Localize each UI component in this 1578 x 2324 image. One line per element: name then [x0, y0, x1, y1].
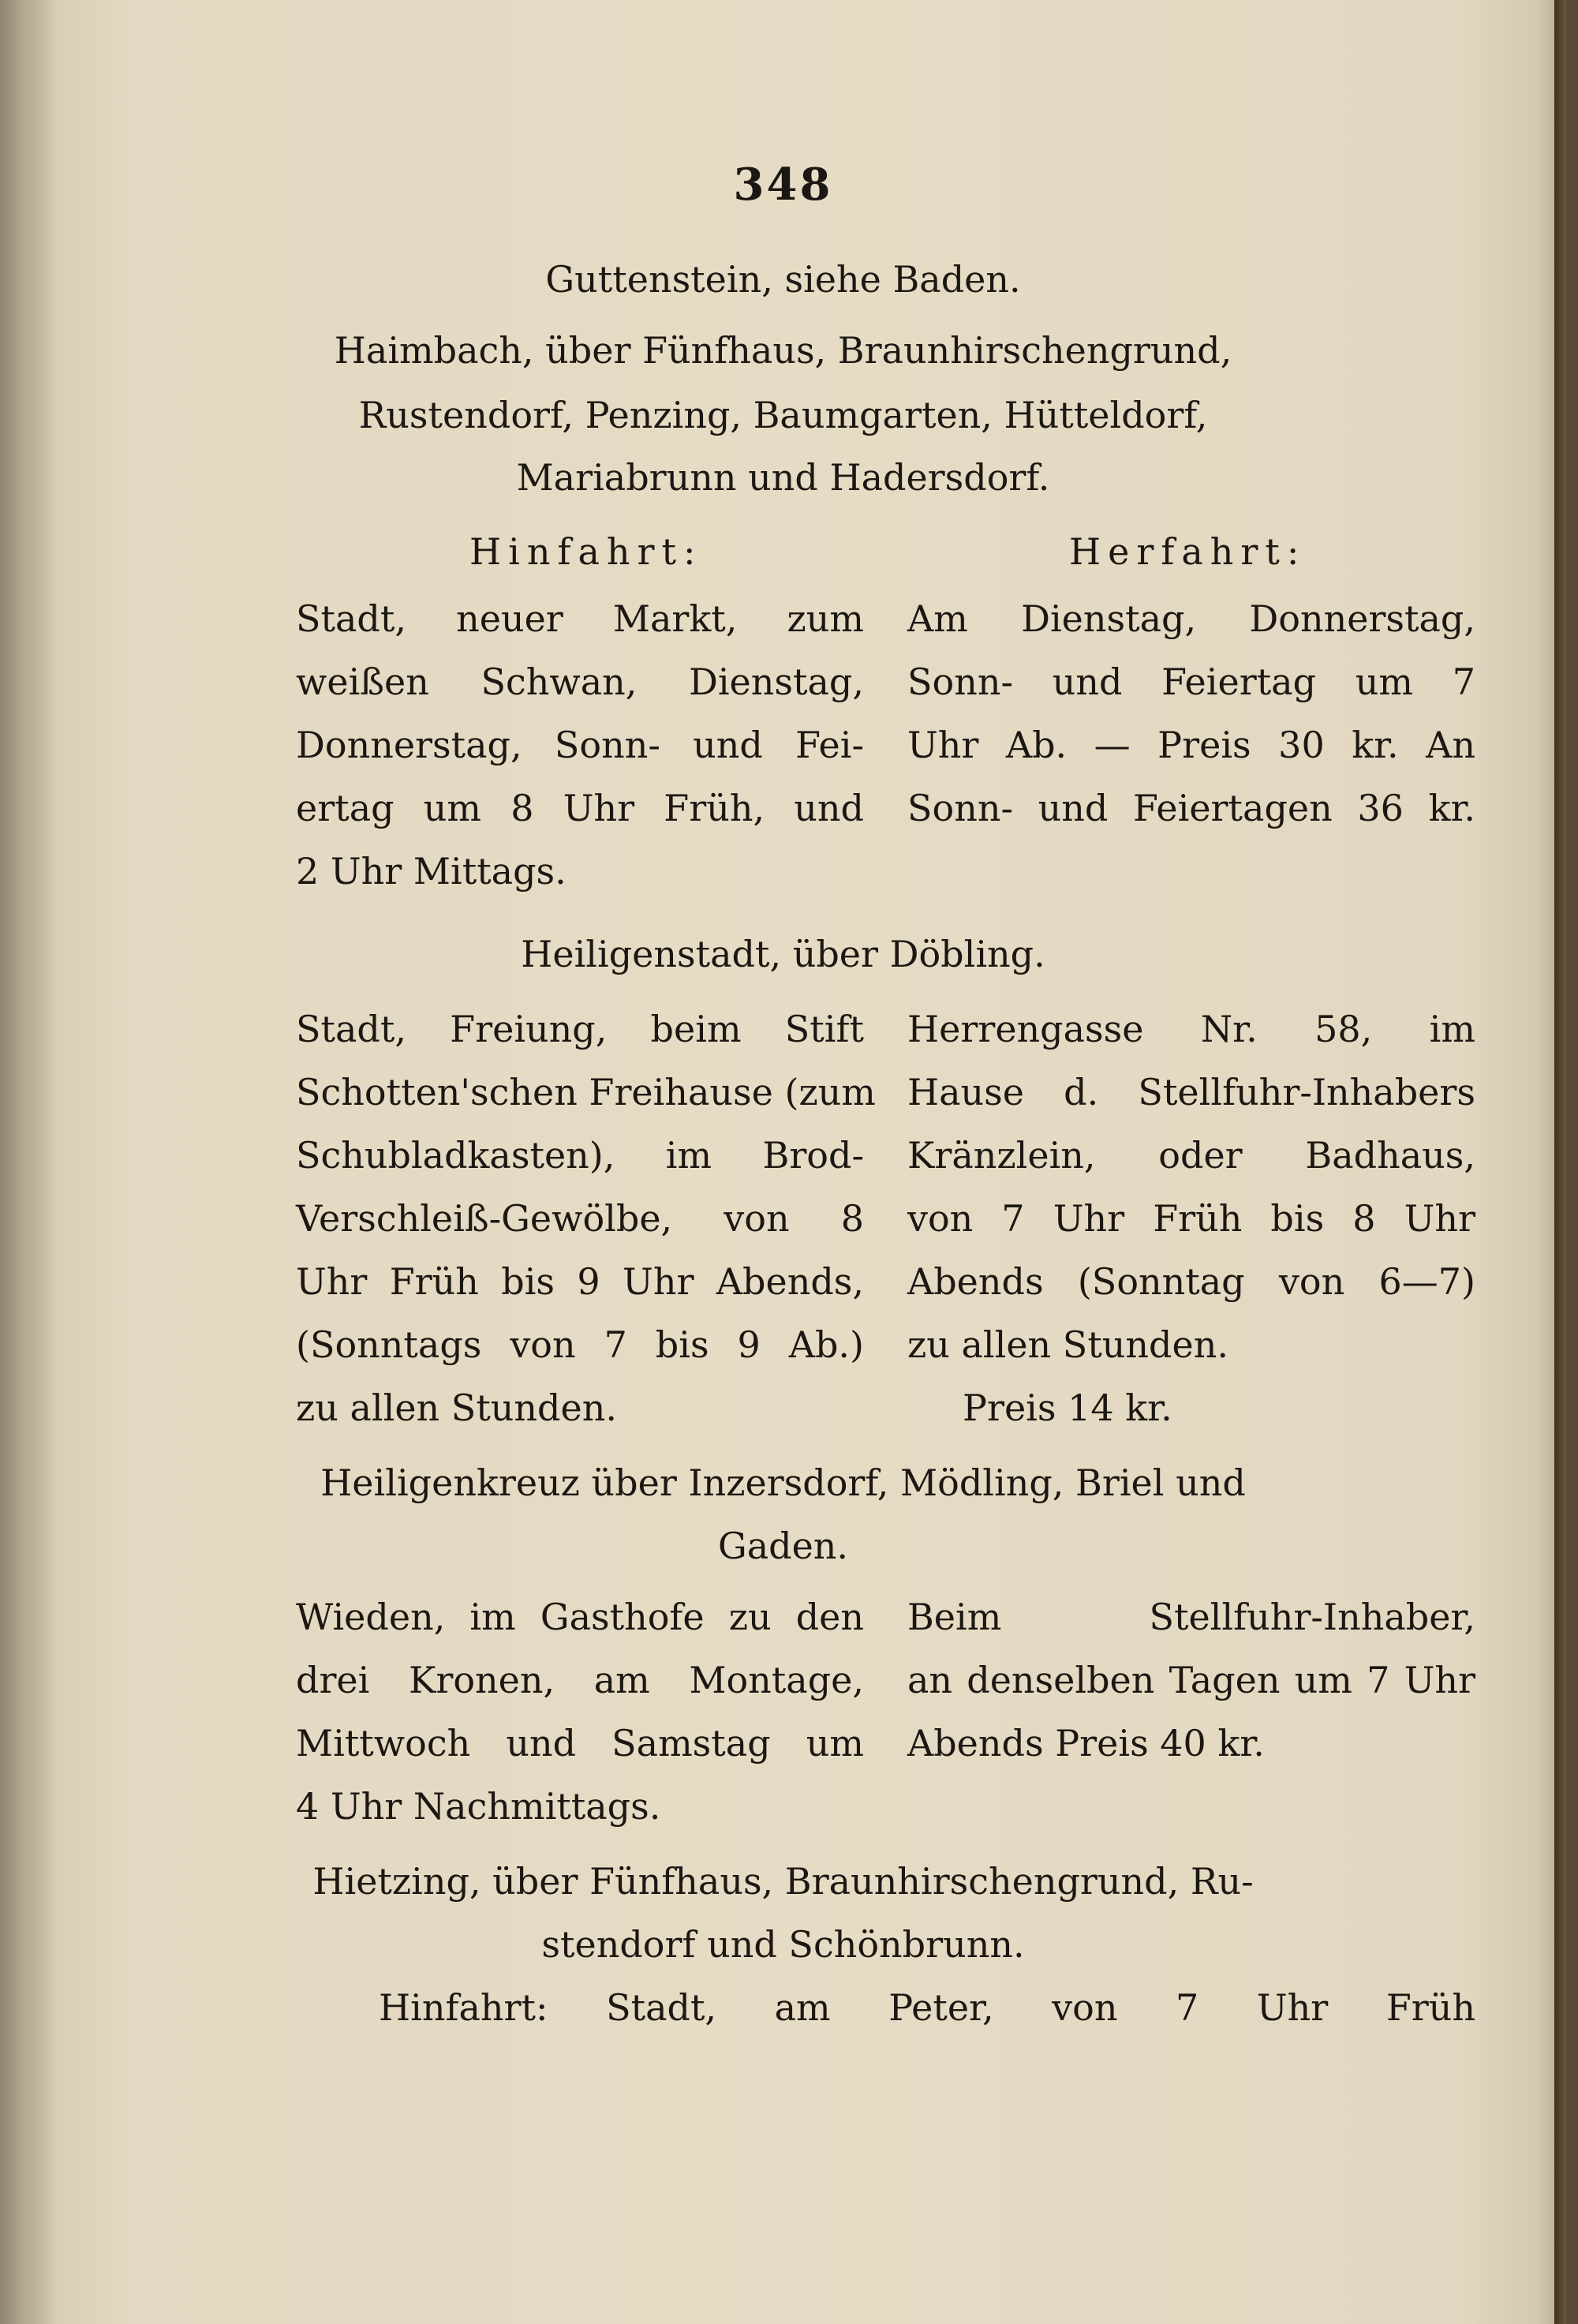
right-column-line: Sonn- und Feiertag um 7 — [907, 661, 1475, 703]
right-column-line: Abends Preis 40 kr. — [907, 1722, 1265, 1765]
left-column-line: weißen Schwan, Dienstag, — [296, 661, 864, 703]
herfahrt-heading: Herfahrt: — [1069, 530, 1307, 573]
right-column-line: Am Dienstag, Donnerstag, — [907, 597, 1475, 640]
right-column-line: Kränzlein, oder Badhaus, — [907, 1134, 1475, 1177]
right-column-line: Abends (Sonntag von 6—7) — [907, 1260, 1475, 1303]
left-column-line: (Sonntags von 7 bis 9 Ab.) — [296, 1323, 864, 1366]
entry-heading-guttenstein: Guttenstein, siehe Baden. — [545, 258, 1021, 301]
entry-heading-hietzing: Hietzing, über Fünfhaus, Braunhirschengrund, Ru- — [312, 1860, 1254, 1903]
right-column-line: Preis 14 kr. — [963, 1387, 1172, 1429]
hinfahrt-heading: Hinfahrt: — [469, 530, 703, 573]
left-column-line: Schotten'schen Freihause (zum — [296, 1071, 876, 1113]
left-column-line: 4 Uhr Nachmittags. — [296, 1785, 661, 1828]
left-column-line: ertag um 8 Uhr Früh, und — [296, 787, 864, 829]
left-column-line: drei Kronen, am Montage, — [296, 1659, 864, 1701]
entry-heading-heiligenkreuz: Heiligenkreuz über Inzersdorf, Mödling, Briel und — [320, 1461, 1246, 1504]
entry-heading-haimbach: Haimbach, über Fünfhaus, Braunhirschengrund, — [334, 329, 1232, 372]
left-column-line: Donnerstag, Sonn- und Fei- — [296, 724, 864, 766]
left-column-line: Uhr Früh bis 9 Uhr Abends, — [296, 1260, 864, 1303]
right-column-line: von 7 Uhr Früh bis 8 Uhr — [907, 1197, 1475, 1240]
entry-heading-heiligenstadt: Heiligenstadt, über Döbling. — [521, 933, 1045, 975]
right-column-line: an denselben Tagen um 7 Uhr — [907, 1659, 1475, 1701]
right-column-line: Herrengasse Nr. 58, im — [907, 1008, 1475, 1050]
left-column-line: Stadt, Freiung, beim Stift — [296, 1008, 864, 1050]
left-column-line: 2 Uhr Mittags. — [296, 850, 567, 893]
right-column-line: zu allen Stunden. — [907, 1323, 1228, 1366]
left-column-line: Mittwoch und Samstag um — [296, 1722, 864, 1765]
left-column-line: Stadt, neuer Markt, zum — [296, 597, 864, 640]
left-column-line: Verschleiß-Gewölbe, von 8 — [296, 1197, 864, 1240]
hinfahrt-line: Hinfahrt: Stadt, am Peter, von 7 Uhr Früh — [379, 1986, 1475, 2029]
entry-heading-line: stendorf und Schönbrunn. — [541, 1923, 1025, 1966]
right-column-line: Sonn- und Feiertagen 36 kr. — [907, 787, 1475, 829]
entry-heading-line: Mariabrunn und Hadersdorf. — [516, 456, 1050, 499]
entry-heading-line: Rustendorf, Penzing, Baumgarten, Hütteldorf, — [358, 394, 1208, 436]
right-column-line: Hause d. Stellfuhr-Inhabers — [907, 1071, 1475, 1113]
left-column-line: Wieden, im Gasthofe zu den — [296, 1596, 864, 1638]
right-column-line: Uhr Ab. — Preis 30 kr. An — [907, 724, 1475, 766]
entry-heading-line: Gaden. — [717, 1525, 849, 1567]
page-number: 348 — [733, 159, 833, 211]
left-column-line: Schubladkasten), im Brod- — [296, 1134, 864, 1177]
left-column-line: zu allen Stunden. — [296, 1387, 617, 1429]
right-column-line: Beim Stellfuhr-Inhaber, — [907, 1596, 1475, 1638]
